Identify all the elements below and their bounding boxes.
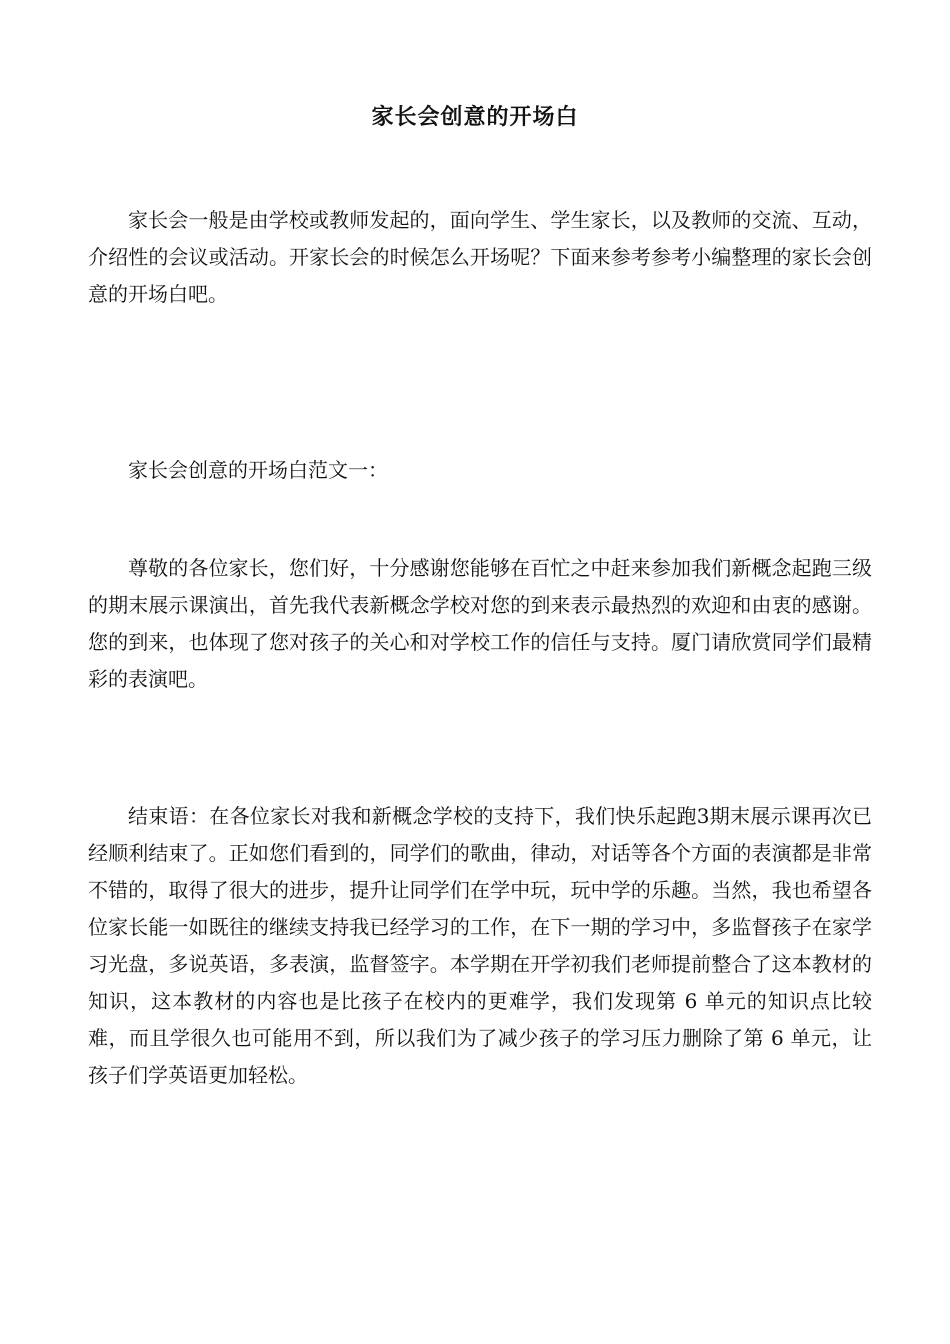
document-title: 家长会创意的开场白 (371, 104, 579, 130)
closing-remarks-paragraph: 结束语：在各位家长对我和新概念学校的支持下，我们快乐起跑3期末展示课再次已经顺利结束了。正如您们看到的，同学们的歌曲，律动，对话等各个方面的表演都是非常不错的，取得了很大的进步，提升让同学们在学中玩，玩中学的乐趣。当然，我也希望各位家长能一如既往的继续支持我已经学习的工作，在下一期的学习中，多监督孩子在家学习光盘，多说英语，多表演，监督签字。本学期在开学初我们老师提前整合了这本教材的知识，这本教材的内容也是比孩子在校内的更难学，我们发现第 6 单元的知识点比较难，而且学很久也可能用不到，所以我们为了减少孩子的学习压力删除了第 6 单元，让孩子们学英语更加轻松。 (88, 804, 872, 1087)
intro-paragraph: 家长会一般是由学校或教师发起的，面向学生、学生家长，以及教师的交流、互动，介绍性的会议或活动。开家长会的时候怎么开场呢？下面来参考参考小编整理的家长会创意的开场白吧。 (88, 208, 872, 306)
sample-heading: 家长会创意的开场白范文一： (128, 458, 388, 482)
opening-speech-paragraph: 尊敬的各位家长，您们好，十分感谢您能够在百忙之中赶来参加我们新概念起跑三级的期末展示课演出，首先我代表新概念学校对您的到来表示最热烈的欢迎和由衷的感谢。您的到来，也体现了您对孩子的关心和对学校工作的信任与支持。厦门请欣赏同学们最精彩的表演吧。 (88, 556, 872, 691)
